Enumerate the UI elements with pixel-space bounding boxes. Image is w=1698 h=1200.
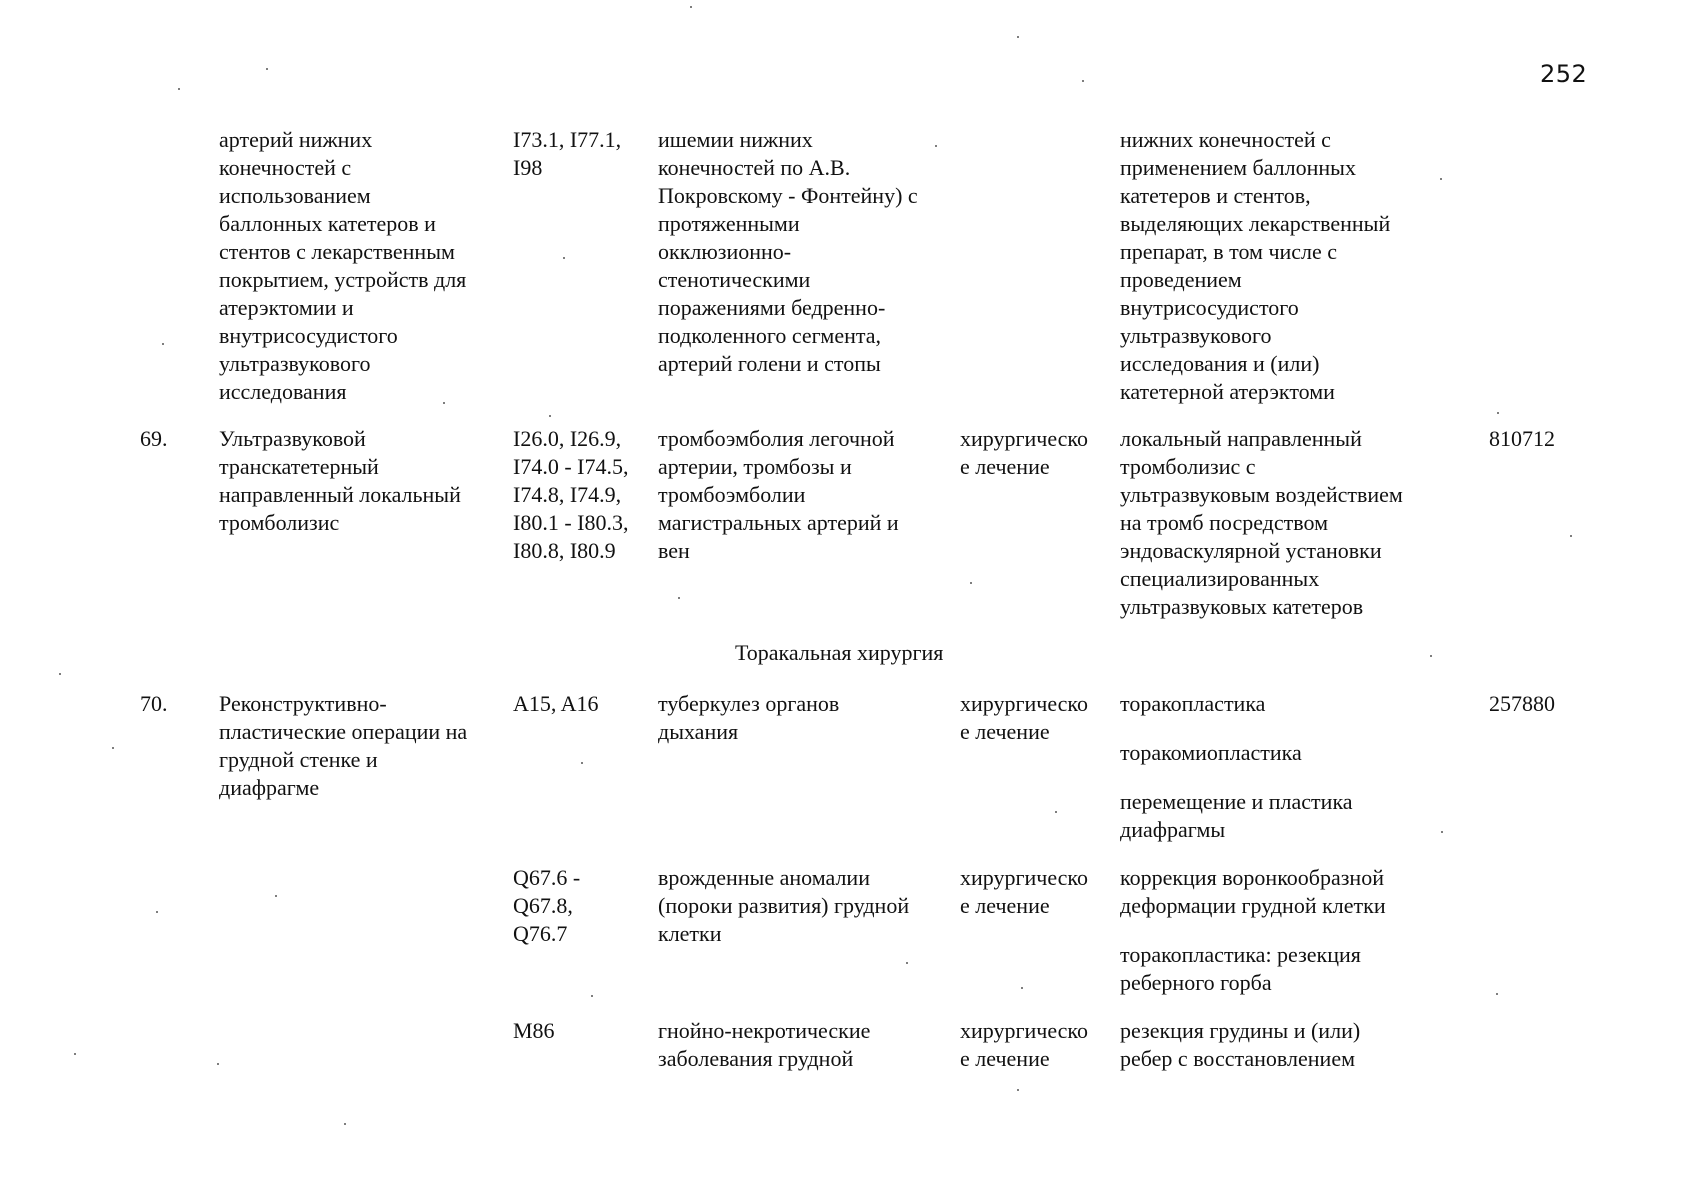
scan-speck — [1440, 178, 1442, 180]
scan-speck — [563, 257, 565, 259]
row-70-sub2-codes: Q67.6 - Q67.8, Q76.7 — [513, 865, 581, 946]
row-70-sub1-method-2: торакомиопластика — [1120, 740, 1302, 765]
scan-speck — [970, 582, 972, 584]
scan-speck — [591, 995, 593, 997]
scan-speck — [59, 673, 61, 675]
scan-speck — [1496, 993, 1498, 995]
row-70-sub1-codes: A15, A16 — [513, 691, 599, 716]
scan-speck — [74, 1053, 76, 1055]
row-70-sub1-method-3: перемещение и пластика диафрагмы — [1120, 789, 1353, 842]
row-69-price: 810712 — [1489, 426, 1555, 451]
scan-speck — [266, 68, 268, 70]
row-69-method: локальный направленный тромболизис с ультразвуковым воздействием на тромб посредством эндоваскулярной установки специализированных ультразвуковых катетеров — [1120, 426, 1403, 619]
scan-speck — [678, 597, 680, 599]
scan-speck — [1021, 987, 1023, 989]
scan-speck — [156, 911, 158, 913]
row-70-sub1-method-1: торакопластика — [1120, 691, 1266, 716]
top-block-model: ишемии нижних конечностей по А.В. Покровскому - Фонтейну) с протяженными окклюзионно- стенотическими поражениями бедренно- подколенного сегмента, артерий голени и стопы — [658, 127, 918, 376]
scan-speck — [906, 962, 908, 964]
top-block-codes: I73.1, I77.1, I98 — [513, 127, 622, 180]
row-69-model: тромбоэмболия легочной артерии, тромбозы и тромбоэмболии магистральных артерий и вен — [658, 426, 899, 563]
row-69-type: хирургическо е лечение — [960, 426, 1088, 479]
row-70-sub2-type: хирургическо е лечение — [960, 865, 1088, 918]
scan-speck — [1497, 412, 1499, 414]
scan-speck — [549, 415, 551, 417]
scan-speck — [275, 895, 277, 897]
scan-speck — [1055, 811, 1057, 813]
scan-speck — [112, 747, 114, 749]
row-70-sub2-method-1: коррекция воронкообразной деформации грудной клетки — [1120, 865, 1386, 918]
scan-speck — [935, 145, 937, 147]
row-70-price: 257880 — [1489, 691, 1555, 716]
row-70-sub1-model: туберкулез органов дыхания — [658, 691, 840, 744]
row-69-codes: I26.0, I26.9, I74.0 - I74.5, I74.8, I74.9, I80.1 - I80.3, I80.8, I80.9 — [513, 426, 629, 563]
row-70-name: Реконструктивно- пластические операции на грудной стенке и диафрагме — [219, 691, 468, 800]
scan-speck — [178, 88, 180, 90]
row-70-sub2-model: врожденные аномалии (пороки развития) грудной клетки — [658, 865, 910, 946]
row-70-sub3-codes: M86 — [513, 1018, 555, 1043]
row-70-number: 70. — [140, 691, 168, 716]
row-70-sub3-model: гнойно-некротические заболевания грудной — [658, 1018, 871, 1071]
row-70-sub1-type: хирургическо е лечение — [960, 691, 1088, 744]
section-title: Торакальная хирургия — [735, 640, 944, 665]
scan-speck — [1570, 535, 1572, 537]
scan-speck — [1441, 831, 1443, 833]
page-number: 252 — [1540, 60, 1588, 88]
scan-speck — [162, 343, 164, 345]
scan-speck — [1017, 36, 1019, 38]
scan-speck — [690, 6, 692, 8]
scan-speck — [1430, 655, 1432, 657]
scan-speck — [581, 762, 583, 764]
row-70-sub3-method-1: резекция грудины и (или) ребер с восстановлением — [1120, 1018, 1361, 1071]
top-block-method: нижних конечностей с применением баллонных катетеров и стентов, выделяющих лекарственный препарат, в том числе с проведением внутрисосудистого ультразвукового исследования и (или) катетерной атерэктоми — [1120, 127, 1391, 404]
scan-speck — [217, 1063, 219, 1065]
scan-speck — [1017, 1089, 1019, 1091]
scan-speck — [344, 1123, 346, 1125]
top-block-name: артерий нижних конечностей с использованием баллонных катетеров и стентов с лекарственным покрытием, устройств для атерэктомии и внутрисосудистого ультразвукового исследования — [219, 127, 467, 404]
scan-speck — [443, 402, 445, 404]
row-70-sub2-method-2: торакопластика: резекция реберного горба — [1120, 942, 1361, 995]
row-70-sub3-type: хирургическо е лечение — [960, 1018, 1088, 1071]
row-69-number: 69. — [140, 426, 168, 451]
row-69-name: Ультразвуковой транскатетерный направленный локальный тромболизис — [219, 426, 461, 535]
scan-speck — [1082, 80, 1084, 82]
